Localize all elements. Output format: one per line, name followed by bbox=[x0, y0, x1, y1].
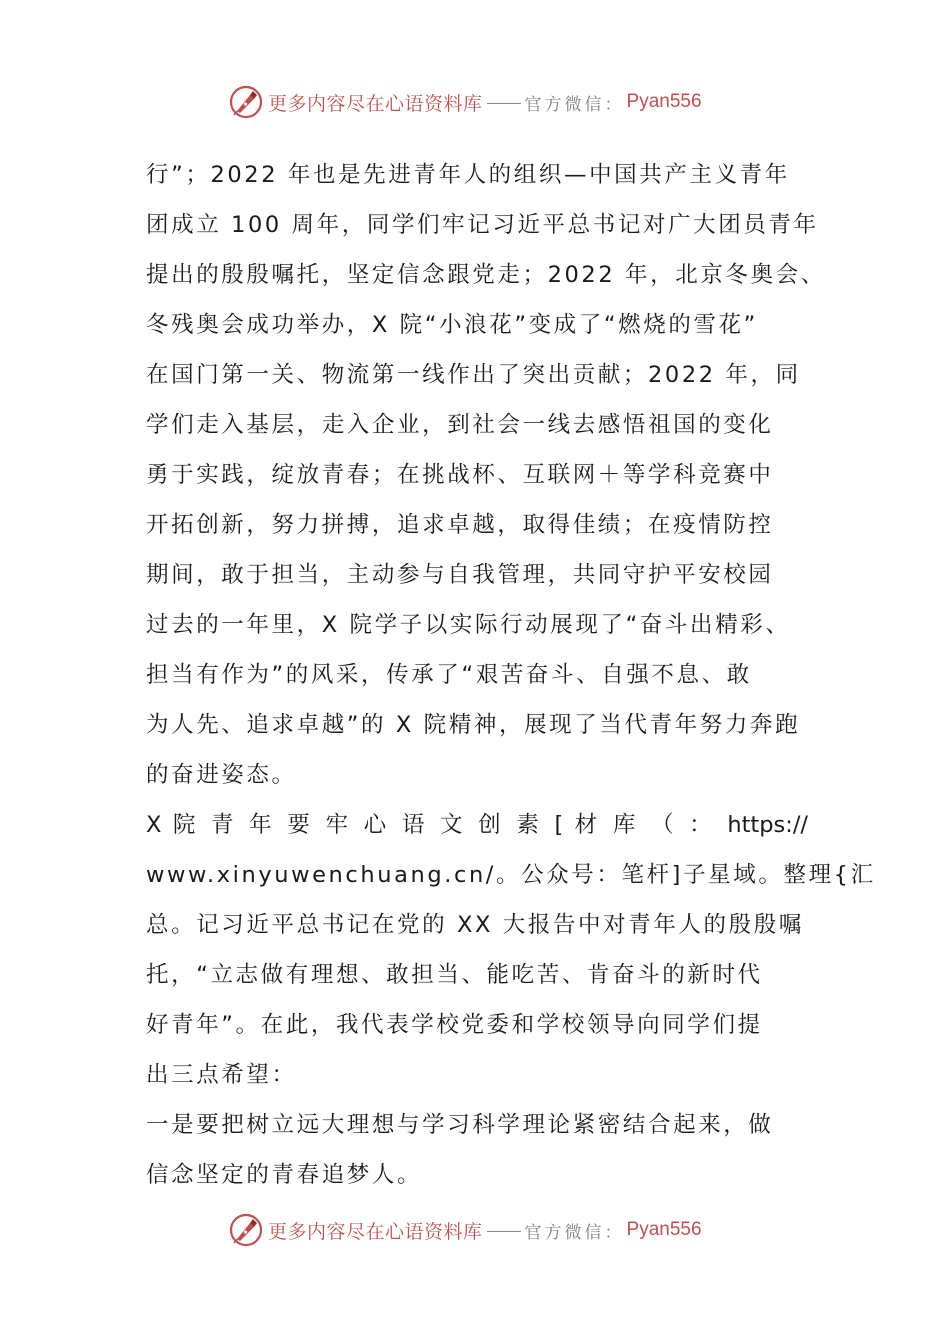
watermark-official-label: 官方微信： bbox=[524, 1222, 625, 1243]
watermark-brand-text: 更多内容尽在心语资料库 bbox=[268, 1220, 483, 1243]
text-line: X 院 青 年 要 牢 心 语 文 创 素 [ 材 库 （ ： https:// bbox=[146, 812, 808, 838]
text-line: 过去的一年里，X 院学子以实际行动展现了“奋斗出精彩、 bbox=[146, 612, 791, 638]
watermark-brand-text: 更多内容尽在心语资料库 bbox=[268, 92, 483, 115]
text-line: 勇于实践，绽放青春；在挑战杯、互联网＋等学科竞赛中 bbox=[146, 462, 774, 488]
watermark-dash bbox=[487, 103, 521, 104]
text-line: 总。记习近平总书记在党的 XX 大报告中对青年人的殷殷嘱 bbox=[146, 912, 804, 938]
text-line: 为人先、追求卓越”的 X 院精神，展现了当代青年努力奔跑 bbox=[146, 712, 801, 738]
text-line: 学们走入基层，走入企业，到社会一线去感悟祖国的变化 bbox=[146, 412, 774, 438]
text-line: 一是要把树立远大理想与学习科学理论紧密结合起来，做 bbox=[146, 1112, 774, 1138]
text-line: 出三点希望： bbox=[146, 1062, 297, 1088]
text-line: 信念坚定的青春追梦人。 bbox=[146, 1162, 423, 1188]
text-line: 担当有作为”的风采，传承了“艰苦奋斗、自强不息、敢 bbox=[146, 662, 752, 688]
text-line: 好青年”。在此，我代表学校党委和学校领导向同学们提 bbox=[146, 1012, 763, 1038]
watermark-banner-top bbox=[228, 82, 748, 122]
text-line: 行”；2022 年也是先进青年人的组织—中国共产主义青年 bbox=[146, 162, 790, 188]
watermark-dash bbox=[487, 1231, 521, 1232]
text-line: 开拓创新，努力拼搏，追求卓越，取得佳绩；在疫情防控 bbox=[146, 512, 774, 538]
text-line: 团成立 100 周年，同学们牢记习近平总书记对广大团员青年 bbox=[146, 212, 819, 238]
text-line: 冬残奥会成功举办，X 院“小浪花”变成了“燃烧的雪花” bbox=[146, 312, 758, 338]
watermark-official-label: 官方微信： bbox=[524, 94, 625, 115]
watermark-wechat-id: Pyan556 bbox=[626, 91, 702, 112]
watermark-banner-bottom bbox=[228, 1210, 748, 1250]
text-line: 期间，敢于担当，主动参与自我管理，共同守护平安校园 bbox=[146, 562, 774, 588]
text-line: 在国门第一关、物流第一线作出了突出贡献；2022 年，同 bbox=[146, 362, 801, 388]
pen-nib-logo-icon bbox=[228, 84, 264, 120]
text-line: 的奋进姿态。 bbox=[146, 762, 297, 788]
watermark-wechat-id: Pyan556 bbox=[626, 1219, 702, 1240]
document-body bbox=[146, 150, 876, 1200]
text-line: 托，“立志做有理想、敢担当、能吃苦、肯奋斗的新时代 bbox=[146, 962, 763, 988]
pen-nib-logo-icon bbox=[228, 1212, 264, 1248]
text-line: www.xinyuwenchuang.cn/。公众号：笔杆]子星域。整理{汇 bbox=[146, 862, 876, 888]
text-line: 提出的殷殷嘱托，坚定信念跟党走；2022 年，北京冬奥会、 bbox=[146, 262, 826, 288]
